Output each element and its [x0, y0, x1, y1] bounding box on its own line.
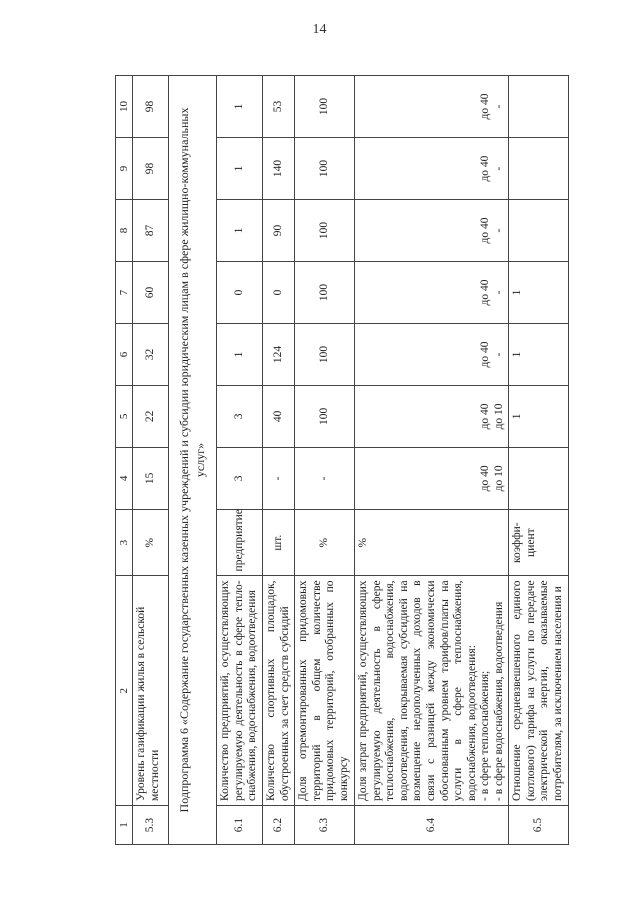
value-cell: 100: [295, 385, 355, 447]
value-cell: -: [263, 447, 295, 509]
value-heat: до 40: [479, 403, 492, 430]
value-cell: 100: [295, 323, 355, 385]
value-cell: 0: [217, 262, 263, 324]
row-number: 6.2: [263, 805, 295, 844]
unit-cell: предприятие: [217, 509, 263, 576]
value-cell: [509, 447, 568, 509]
indicator-name: [355, 576, 509, 806]
value-cell: 32: [133, 323, 169, 385]
value-cell: 3: [217, 385, 263, 447]
value-heat: до 40: [479, 93, 492, 120]
value-cell: [355, 385, 509, 447]
indicator-name: Количество спортивных площадок, обустроенных за счет средств субсидий: [263, 576, 295, 806]
indicator-name-main: Доля затрат предприятий, осуществляющих регулируемую деятельность в сфере теплоснабжения, водоснабжения, водоотведения, покрываемая субсидией на возмещение недополученных доходов в связи с разницей между экономически обоснованным уровнем тарифов/платы на услуги в сфере теплоснабжения, водоснабжения, водоотведения:: [357, 580, 478, 801]
value-cell: 40: [263, 385, 295, 447]
unit-cell: коэффи-циент: [509, 509, 568, 576]
table-row: [133, 76, 169, 845]
value-cell: 100: [295, 138, 355, 200]
table-row: [263, 76, 295, 845]
value-water: -: [492, 290, 505, 295]
indicator-item: - в сфере теплоснабжения;: [479, 670, 492, 801]
header-cell: 7: [116, 262, 133, 324]
header-cell: 3: [116, 509, 133, 576]
row-number: 5.3: [133, 805, 169, 844]
value-cell: [355, 447, 509, 509]
value-cell: [509, 76, 568, 138]
indicator-name: Количество предприятий, осуществляющих регулируемую деятельность в сфере тепло-снабжения, водоснабжения, водоотведения: [217, 576, 263, 806]
page-number: 14: [312, 22, 327, 37]
value-heat: до 40: [479, 341, 492, 368]
value-cell: 98: [133, 138, 169, 200]
header-cell: 8: [116, 200, 133, 262]
value-cell: 3: [217, 447, 263, 509]
indicators-table: [115, 75, 569, 845]
table-row: [355, 76, 509, 845]
value-water: -: [492, 104, 505, 109]
unit-cell: %: [133, 509, 169, 576]
value-water: -: [492, 228, 505, 233]
value-heat: до 40: [479, 217, 492, 244]
header-cell: 6: [116, 323, 133, 385]
value-cell: [355, 76, 509, 138]
value-cell: 1: [217, 138, 263, 200]
value-heat: до 40: [479, 465, 492, 492]
value-cell: 0: [263, 262, 295, 324]
header-row: [116, 76, 133, 845]
value-cell: [355, 323, 509, 385]
value-cell: [509, 138, 568, 200]
value-cell: 53: [263, 76, 295, 138]
value-cell: 98: [133, 76, 169, 138]
value-cell: 1: [217, 323, 263, 385]
rotated-table-container: [115, 75, 564, 845]
value-cell: 100: [295, 76, 355, 138]
indicator-name: Отношение средневзвешенного единого (котлового) тарифа на услуги по передаче электрической энергии, оказываемые потребителям, за исключением населения и: [509, 576, 568, 806]
value-water: до 10: [492, 465, 505, 492]
unit-cell: %: [295, 509, 355, 576]
value-water: -: [492, 166, 505, 171]
value-cell: 124: [263, 323, 295, 385]
header-cell: 1: [116, 805, 133, 844]
row-number: 6.4: [355, 805, 509, 844]
value-cell: [355, 200, 509, 262]
table-row: [295, 76, 355, 845]
value-cell: [355, 262, 509, 324]
header-cell: 9: [116, 138, 133, 200]
value-cell: 100: [295, 200, 355, 262]
value-water: до 10: [492, 403, 505, 430]
header-cell: 4: [116, 447, 133, 509]
header-cell: 5: [116, 385, 133, 447]
value-heat: до 40: [479, 279, 492, 306]
header-cell: 10: [116, 76, 133, 138]
table-row: [217, 76, 263, 845]
value-cell: 22: [133, 385, 169, 447]
value-cell: 100: [295, 262, 355, 324]
indicator-name: Уровень газификации жилья в сельской местности: [133, 576, 169, 806]
value-water: -: [492, 352, 505, 357]
unit-cell: %: [355, 509, 509, 576]
unit-cell: шт.: [263, 509, 295, 576]
value-cell: 1: [217, 76, 263, 138]
value-cell: -: [295, 447, 355, 509]
table-row: [509, 76, 568, 845]
subprogram-title: Подпрограмма 6 «Содержание государственных казенных учреждений и субсидии юридическим лицам в сфере жилищно-коммунальных услуг»: [169, 76, 217, 845]
value-cell: 1: [509, 385, 568, 447]
row-number: 6.1: [217, 805, 263, 844]
row-number: 6.3: [295, 805, 355, 844]
value-cell: 140: [263, 138, 295, 200]
value-cell: 15: [133, 447, 169, 509]
value-cell: 1: [217, 200, 263, 262]
value-heat: до 40: [479, 155, 492, 182]
subprogram-row: [169, 76, 217, 845]
value-cell: 60: [133, 262, 169, 324]
header-cell: 2: [116, 576, 133, 806]
value-cell: 87: [133, 200, 169, 262]
row-number: 6.5: [509, 805, 568, 844]
value-cell: [355, 138, 509, 200]
value-cell: 1: [509, 262, 568, 324]
value-cell: 90: [263, 200, 295, 262]
value-cell: 1: [509, 323, 568, 385]
indicator-item: - в сфере водоснабжения, водоотведения: [492, 601, 505, 801]
value-cell: [509, 200, 568, 262]
indicator-name: Доля отремонтированных придомовых территорий в общем количестве придомовых территорий, отобранных по конкурсу: [295, 576, 355, 806]
